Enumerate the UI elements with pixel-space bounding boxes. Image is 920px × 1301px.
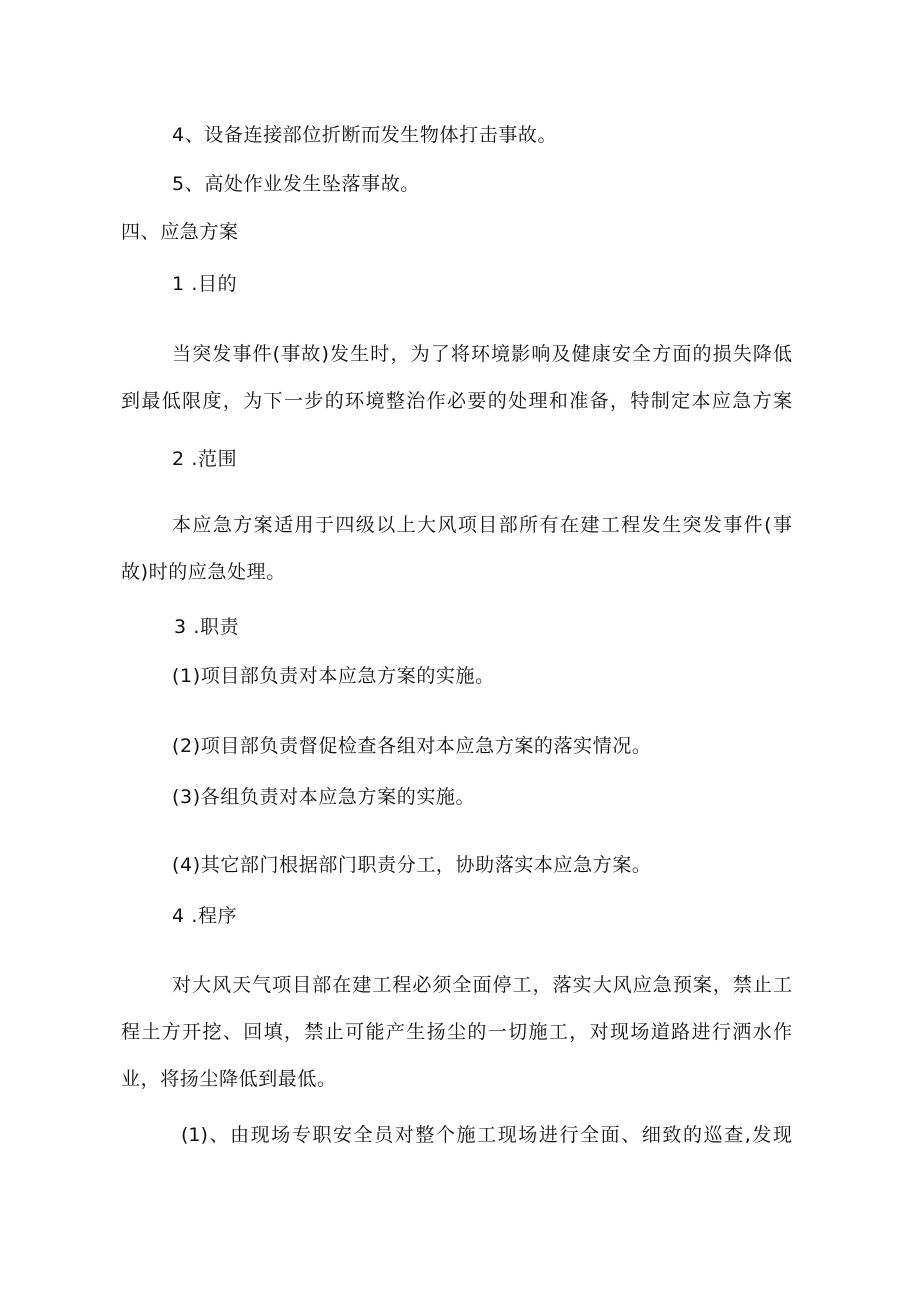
section-heading: 四、应急方案 <box>121 221 239 243</box>
duty-item-4: (4)其它部门根据部门职责分工，协助落实本应急方案。 <box>172 854 652 876</box>
subsection-heading-scope: 2 .范围 <box>172 448 238 470</box>
purpose-paragraph-line-1: 当突发事件(事故)发生时，为了将环境影响及健康安全方面的损失降低 <box>172 343 792 365</box>
duty-item-3: (3)各组负责对本应急方案的实施。 <box>172 786 476 808</box>
list-item-5: 5、高处作业发生坠落事故。 <box>172 173 420 195</box>
subsection-heading-duties: 3 .职责 <box>174 616 240 638</box>
subsection-heading-purpose: 1 .目的 <box>172 273 238 295</box>
purpose-paragraph-line-2: 到最低限度，为下一步的环境整治作必要的处理和准备，特制定本应急方案 <box>121 390 792 412</box>
scope-paragraph-line-1: 本应急方案适用于四级以上大风项目部所有在建工程发生突发事件(事 <box>172 514 792 536</box>
procedure-paragraph-line-2: 程土方开挖、回填，禁止可能产生扬尘的一切施工，对现场道路进行洒水作 <box>121 1021 792 1043</box>
procedure-paragraph-line-1: 对大风天气项目部在建工程必须全面停工，落实大风应急预案，禁止工 <box>172 974 792 996</box>
subsection-heading-procedure: 4 .程序 <box>172 905 238 927</box>
duty-item-2: (2)项目部负责督促检查各组对本应急方案的落实情况。 <box>172 735 652 757</box>
scope-paragraph-line-2: 故)时的应急处理。 <box>121 561 286 583</box>
procedure-paragraph-line-3: 业，将扬尘降低到最低。 <box>121 1068 337 1090</box>
duty-item-1: (1)项目部负责对本应急方案的实施。 <box>172 665 495 687</box>
list-item-4: 4、设备连接部位折断而发生物体打击事故。 <box>172 124 558 146</box>
procedure-step-1: (1)、由现场专职安全员对整个施工现场进行全面、细致的巡查,发现 <box>181 1124 792 1146</box>
